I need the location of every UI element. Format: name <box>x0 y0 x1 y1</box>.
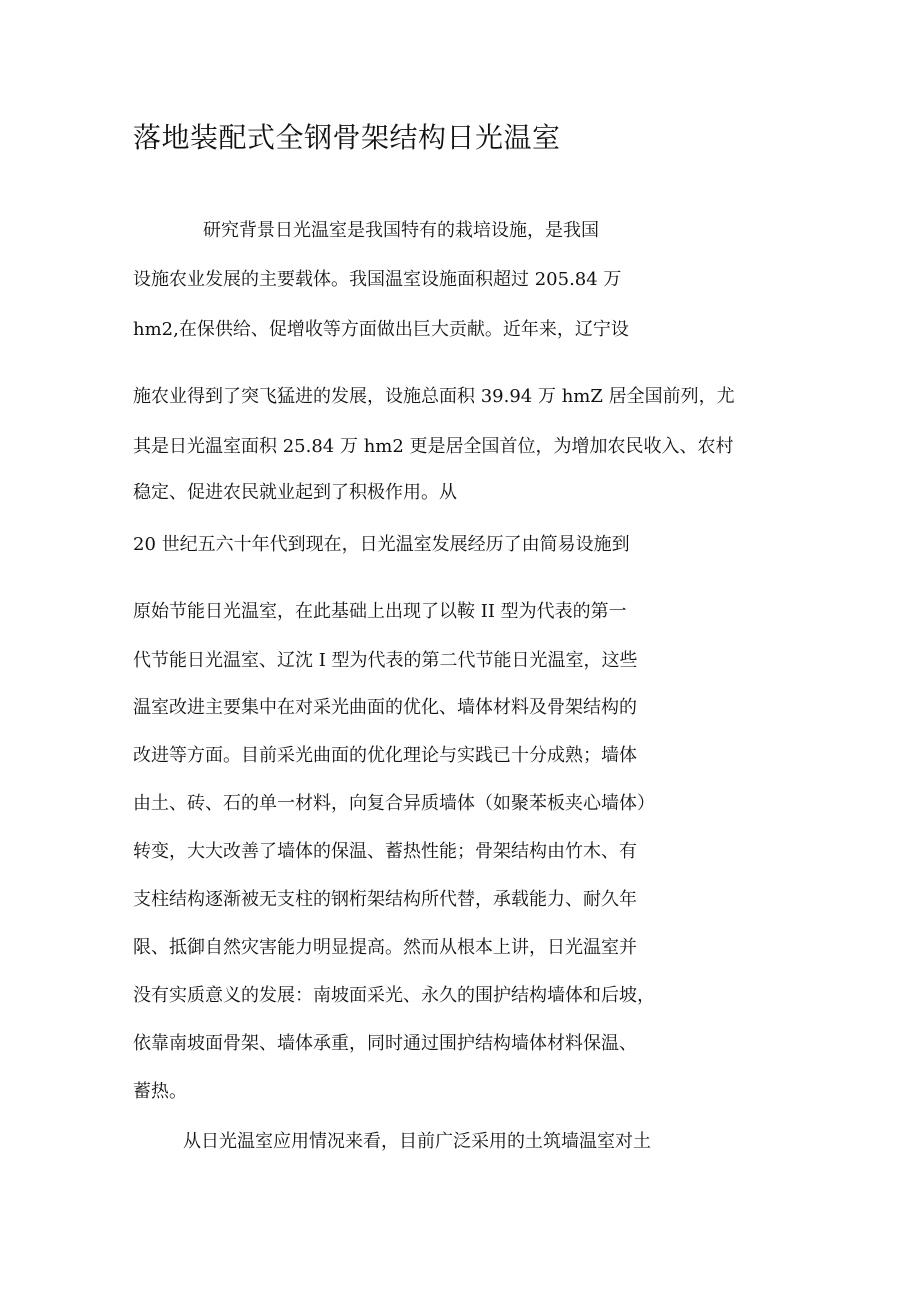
paragraph-line: 研究背景日光温室是我国特有的栽培设施，是我国 <box>203 220 599 241</box>
paragraph-line: 没有实质意义的发展：南坡面采光、永久的围护结构墙体和后坡， <box>133 985 655 1006</box>
paragraph-line: 改进等方面。目前采光曲面的优化理论与实践已十分成熟；墙体 <box>133 745 637 766</box>
paragraph-line: hm2,在保供给、促增收等方面做出巨大贡献。近年来，辽宁设 <box>133 319 629 340</box>
paragraph-line: 从日光温室应用情况来看，目前广泛采用的土筑墙温室对土 <box>183 1131 651 1152</box>
paragraph-line: 设施农业发展的主要载体。我国温室设施面积超过 205.84 万 <box>133 269 622 290</box>
paragraph-line: 由土、砖、石的单一材料，向复合异质墙体（如聚苯板夹心墙体） <box>133 793 655 814</box>
paragraph-line: 代节能日光温室、辽沈 I 型为代表的第二代节能日光温室，这些 <box>133 650 638 671</box>
paragraph-line: 转变，大大改善了墙体的保温、蓄热性能；骨架结构由竹木、有 <box>133 841 637 862</box>
paragraph-line: 温室改进主要集中在对采光曲面的优化、墙体材料及骨架结构的 <box>133 697 637 718</box>
paragraph-line: 依靠南坡面骨架、墙体承重，同时通过围护结构墙体材料保温、 <box>133 1033 637 1054</box>
document-title: 落地装配式全钢骨架结构日光温室 <box>133 121 561 154</box>
paragraph-line: 施农业得到了突飞猛进的发展，设施总面积 39.94 万 hmZ 居全国前列，尤 <box>133 386 735 407</box>
paragraph-line: 限、抵御自然灾害能力明显提高。然而从根本上讲，日光温室并 <box>133 937 637 958</box>
paragraph-line: 其是日光温室面积 25.84 万 hm2 更是居全国首位，为增加农民收入、农村 <box>133 436 734 457</box>
paragraph-line: 支柱结构逐渐被无支柱的钢桁架结构所代替，承载能力、耐久年 <box>133 889 637 910</box>
paragraph-line: 原始节能日光温室，在此基础上出现了以鞍 II 型为代表的第一 <box>133 601 627 622</box>
paragraph-line: 20 世纪五六十年代到现在，日光温室发展经历了由简易设施到 <box>133 534 630 555</box>
paragraph-line: 稳定、促进农民就业起到了积极作用。从 <box>133 482 457 503</box>
paragraph-line: 蓄热。 <box>133 1081 187 1102</box>
